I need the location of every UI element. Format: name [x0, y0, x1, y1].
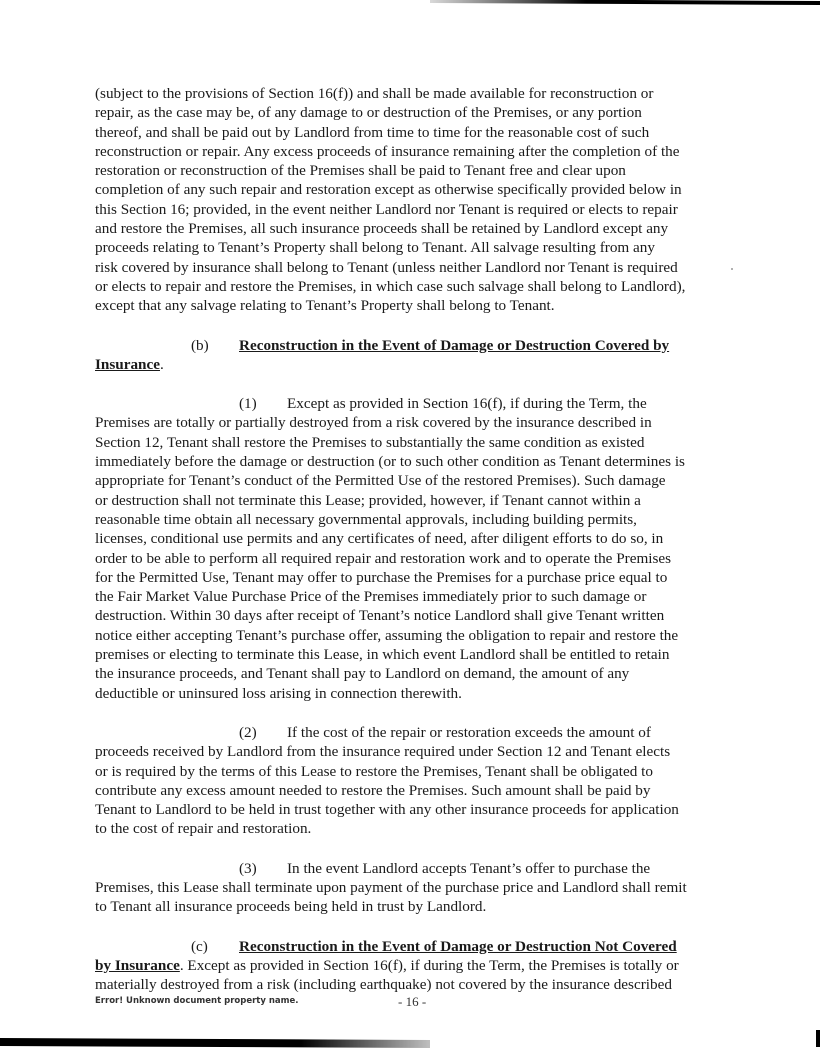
paragraph-2: [95, 723, 735, 839]
text-line: immediately before the damage or destruction (or to such other condition as Tenant determines is: [95, 453, 685, 471]
text-line: order to be able to perform all required repair and restoration work and to operate the Premises: [95, 549, 672, 567]
paragraph-1-label: (1): [239, 395, 257, 413]
text-line: Except as provided in Section 16(f), if during the Term, the: [287, 395, 647, 413]
text-line: premises or electing to terminate this Lease, in which event Landlord shall be entitled to retain: [95, 646, 670, 664]
text-line: (subject to the provisions of Section 16(f)) and shall be made available for reconstruction or: [95, 85, 654, 102]
paragraph-1: [95, 394, 735, 703]
text-line: or destruction shall not terminate this Lease; provided, however, if Tenant cannot within a: [95, 491, 641, 509]
section-b-label: (b): [191, 336, 209, 354]
text-line: except that any salvage relating to Tenant’s Property shall belong to Tenant.: [95, 297, 555, 315]
section-c: [95, 937, 735, 995]
text-line: risk covered by insurance shall belong to Tenant (unless neither Landlord nor Tenant is required: [95, 258, 678, 276]
section-b-title-cont: Insurance: [95, 355, 160, 373]
text-line: Section 12, Tenant shall restore the Premises to substantially the same condition as existed: [95, 433, 645, 451]
page-number: - 16 -: [398, 994, 427, 1009]
text-line: or is required by the terms of this Lease to restore the Premises, Tenant shall be obligated to: [95, 762, 653, 780]
intro-paragraph: [95, 84, 735, 316]
text-line: If the cost of the repair or restoration exceeds the amount of: [287, 723, 651, 741]
text-line: and restore the Premises, all such insurance proceeds shall be retained by Landlord except any: [95, 220, 669, 238]
text-line: . Except as provided in Section 16(f), if during the Term, the Premises is totally or: [179, 956, 679, 974]
text-line: proceeds relating to Tenant’s Property shall belong to Tenant. All salvage resulting from any: [95, 239, 655, 257]
text-line: to Tenant all insurance proceeds being held in trust by Landlord.: [95, 898, 487, 916]
text-line: this Section 16; provided, in the event neither Landlord nor Tenant is required or elects to repair: [95, 200, 678, 218]
text-line: completion of any such repair and restoration except as otherwise specifically provided below in: [95, 181, 682, 199]
text-line: appropriate for Tenant’s conduct of the Permitted Use of the restored Premises). Such damage: [95, 472, 666, 490]
paragraph-3: [95, 859, 735, 917]
text-line: proceeds received by Landlord from the insurance required under Section 12 and Tenant elects: [95, 743, 671, 761]
page-footer: [95, 994, 735, 1010]
text-line: Tenant to Landlord to be held in trust together with any other insurance proceeds for application: [95, 801, 679, 819]
text-line: repair, as the case may be, of any damage to or destruction of the Premises, or any portion: [95, 104, 642, 122]
scan-edge-top: [430, 0, 820, 5]
text-line: the insurance proceeds, and Tenant shall pay to Landlord on demand, the amount of any: [95, 665, 630, 683]
text-line: notice either accepting Tenant’s purchase offer, assuming the obligation to repair and restore the: [95, 626, 679, 644]
text-line: reasonable time obtain all necessary governmental approvals, including building permits,: [95, 510, 637, 528]
text-line: In the event Landlord accepts Tenant’s offer to purchase the: [287, 859, 651, 877]
paragraph-3-label: (3): [239, 859, 257, 877]
scan-edge-right: [816, 1030, 820, 1047]
text-line: Premises are totally or partially destroyed from a risk covered by the insurance described in: [95, 414, 652, 432]
document-body: [95, 84, 735, 994]
section-b-title: Reconstruction in the Event of Damage or Destruction Covered by: [239, 336, 670, 354]
text-line: restoration or reconstruction of the Premises shall be paid to Tenant free and clear upon: [95, 162, 626, 180]
paragraph-2-label: (2): [239, 723, 257, 741]
section-c-label: (c): [191, 937, 208, 955]
text-line: the Fair Market Value Purchase Price of the Premises immediately prior to such damage or: [95, 588, 647, 606]
text-line: contribute any excess amount needed to restore the Premises. Such amount shall be paid by: [95, 781, 651, 799]
text-line: thereof, and shall be paid out by Landlord from time to time for the reasonable cost of such: [95, 123, 650, 141]
text-line: licenses, conditional use permits and any certificates of need, after diligent efforts to do so, in: [95, 530, 664, 548]
section-c-title: Reconstruction in the Event of Damage or Destruction Not Covered: [239, 937, 677, 955]
text-line: for the Permitted Use, Tenant may offer to purchase the Premises for a purchase price equal to: [95, 568, 668, 586]
section-c-title-cont: by Insurance: [95, 956, 180, 974]
text-line: materially destroyed from a risk (including earthquake) not covered by the insurance described: [95, 976, 672, 994]
footer-document-property: Error! Unknown document property name.: [95, 996, 299, 1006]
heading-period: .: [159, 355, 164, 373]
text-line: destruction. Within 30 days after receipt of Tenant’s notice Landlord shall give Tenant written: [95, 607, 665, 625]
text-line: reconstruction or repair. Any excess proceeds of insurance remaining after the completion of the: [95, 142, 680, 160]
text-line: or elects to repair and restore the Premises, in which case such salvage shall belong to Landlord),: [95, 277, 686, 295]
text-line: to the cost of repair and restoration.: [95, 820, 312, 838]
section-b-heading: [95, 336, 735, 375]
scan-edge-bottom: [0, 1038, 430, 1048]
text-line: Premises, this Lease shall terminate upon payment of the purchase price and Landlord shall remit: [95, 878, 687, 896]
text-line: deductible or uninsured loss arising in connection therewith.: [95, 684, 462, 702]
